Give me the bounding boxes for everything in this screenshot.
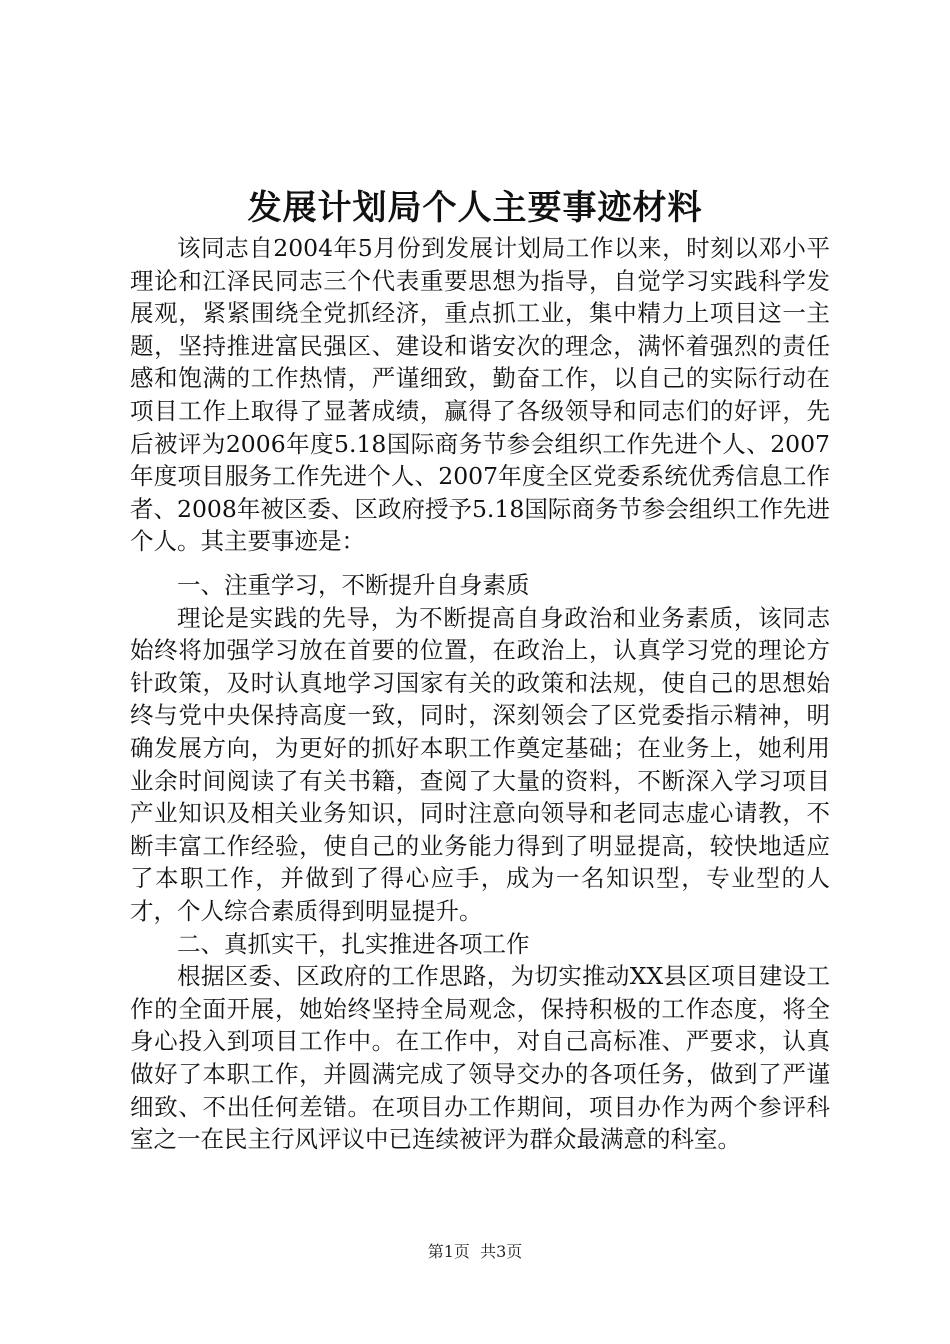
page-number-current: 第1页 (427, 1242, 470, 1261)
section-heading: 二、真抓实干，扎实推进各项工作 (177, 929, 530, 958)
section-heading: 一、注重学习，不断提升自身素质 (177, 571, 530, 599)
page-footer (0, 1242, 950, 1262)
intro-paragraph: 该同志自2004年5月份到发展计划局工作以来，时刻以邓小平理论和江泽民同志三个代表重要思想为指导，自觉学习实践科学发展观，紧紧围绕全党抓经济，重点抓工业，集中精力上项目这一主题，坚持推进富民强区、建设和谐安次的理念，满怀着强烈的责任感和饱满的工作热情，严谨细致，勤奋工作，以自己的实际行动在项目工作上取得了显著成绩，赢得了各级领导和同志们的好评，先后被评为2006年度5.18国际商务节参会组织工作先进个人、2007年度项目服务工作先进个人、2007年度全区党委系统优秀信息工作者、2008年被区委、区政府授予5.18国际商务节参会组织工作先进个人。其主要事迹是： (130, 234, 830, 556)
section-body: 根据区委、区政府的工作思路，为切实推动XX县区项目建设工作的全面开展，她始终坚持全局观念，保持积极的工作态度，将全身心投入到项目工作中。在工作中，对自己高标准、严要求，认真做好了本职工作，并圆满完成了领导交办的各项任务，做到了严谨细致、不出任何差错。在项目办工作期间，项目办作为两个参评科室之一在民主行风评议中已连续被评为群众最满意的科室。 (130, 962, 830, 1154)
section-body: 理论是实践的先导，为不断提高自身政治和业务素质，该同志始终将加强学习放在首要的位置，在政治上，认真学习党的理论方针政策，及时认真地学习国家有关的政策和法规，使自己的思想始终与党中央保持高度一致，同时，深刻领会了区党委指示精神，明确发展方向，为更好的抓好本职工作奠定基础；在业务上，她利用业余时间阅读了有关书籍，查阅了大量的资料，不断深入学习项目产业知识及相关业务知识，同时注意向领导和老同志虚心请教，不断丰富工作经验，使自己的业务能力得到了明显提高，较快地适应了本职工作，并做到了得心应手，成为一名知识型，专业型的人才，个人综合素质得到明显提升。 (130, 603, 830, 925)
page-number-total: 共3页 (480, 1242, 523, 1261)
document-title: 发展计划局个人主要事迹材料 (247, 188, 703, 228)
sections-block (130, 569, 830, 1156)
intro-block (130, 232, 830, 558)
